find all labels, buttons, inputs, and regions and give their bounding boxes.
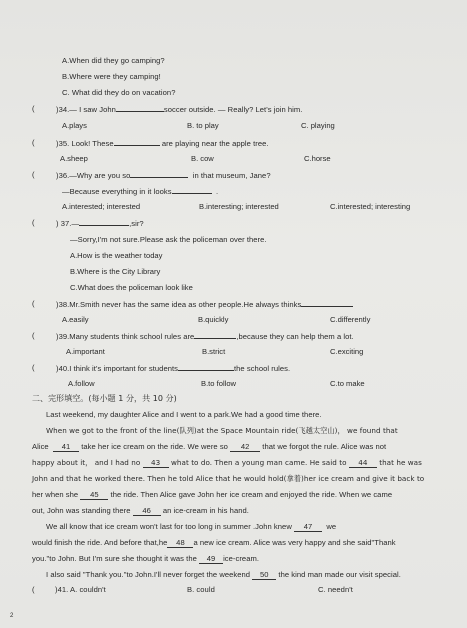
q37-option-a: A.How is the weather today xyxy=(70,251,163,260)
blank-49[interactable]: 49 xyxy=(199,554,223,564)
q38-blank[interactable] xyxy=(301,299,353,307)
q39-option-a: A.important xyxy=(66,347,105,356)
blank-50[interactable]: 50 xyxy=(252,570,276,580)
q36-blank-1[interactable] xyxy=(130,170,188,178)
q33-option-a: A.When did they go camping? xyxy=(62,56,165,65)
passage-p2-line2: Alice 41 take her ice cream on the ride. We were so 42 that we forgot the rule. Alice was not xyxy=(32,442,387,451)
q38-option-a: A.easily xyxy=(62,315,89,324)
q36-blank-2[interactable] xyxy=(172,186,212,194)
q41-answer-paren[interactable]: ( xyxy=(32,585,35,594)
passage-p2-line3: happy about it， and I had no 43 what to do. Then a young man came. He said to 44 that he was xyxy=(32,458,422,467)
q37-option-b: B.Where is the City Library xyxy=(70,267,161,276)
blank-45[interactable]: 45 xyxy=(80,490,108,500)
q41-option-c: C. needn't xyxy=(318,585,353,594)
passage-p3-line1: We all know that ice cream won't last for too long in summer .John knew 47 we xyxy=(46,522,337,531)
q38-option-b: B.quickly xyxy=(198,315,229,324)
q37-stem: ) 37.— ,sir? xyxy=(56,219,144,228)
q35-option-b: B. cow xyxy=(191,154,214,163)
blank-41[interactable]: 41 xyxy=(53,442,79,452)
q40-option-b: B.to follow xyxy=(201,379,237,388)
q34-answer-paren[interactable]: ( xyxy=(32,104,35,113)
q33-option-c: C. What did they do on vacation? xyxy=(62,88,176,97)
q40-stem: )40.I think it's important for students the school rules. xyxy=(56,364,291,373)
q37-reply: —Sorry,I'm not sure.Please ask the policeman over there. xyxy=(70,235,267,244)
passage-p3-line3: you."to John. But I'm sure she thought it was the 49 ice-cream. xyxy=(32,554,260,563)
q38-option-c: C.differently xyxy=(330,315,371,324)
passage-p2-line5: her when she 45 the ride. Then Alice gave John her ice cream and enjoyed the ride. When we came xyxy=(32,490,393,499)
q40-option-c: C.to make xyxy=(330,379,365,388)
q34-blank[interactable] xyxy=(116,104,164,112)
passage-p4: I also said "Thank you."to John.I'll never forget the weekend 50 the kind man made our visit special. xyxy=(46,570,401,579)
passage-p2-line6: out, John was standing there 46 an ice-cream in his hand. xyxy=(32,506,249,515)
q39-answer-paren[interactable]: ( xyxy=(32,331,35,340)
q34-option-b: B. to play xyxy=(187,121,219,130)
passage-p3-line2: would finish the ride. And before that,he 48 a new ice cream. Alice was very happy and she said"Thank xyxy=(32,538,396,547)
blank-46[interactable]: 46 xyxy=(133,506,161,516)
q40-blank[interactable] xyxy=(178,363,234,371)
q35-option-c: C.horse xyxy=(304,154,331,163)
q34-stem: )34.— I saw John soccer outside. — Really? Let's join him. xyxy=(56,105,303,114)
q39-option-c: C.exciting xyxy=(330,347,364,356)
blank-47[interactable]: 47 xyxy=(294,522,322,532)
blank-48[interactable]: 48 xyxy=(167,538,193,548)
q39-option-b: B.strict xyxy=(202,347,226,356)
q41-option-b: B. could xyxy=(187,585,215,594)
q36-option-b: B.interesting; interested xyxy=(199,202,279,211)
blank-42[interactable]: 42 xyxy=(230,442,260,452)
q36-option-c: C.interested; interesting xyxy=(330,202,411,211)
q37-answer-paren[interactable]: ( xyxy=(32,218,35,227)
q34-option-c: C. playing xyxy=(301,121,335,130)
q34-option-a: A.plays xyxy=(62,121,87,130)
passage-p2-line4: John and that he worked there. Then he told Alice that he would hold(拿着)her ice cream and give it back to xyxy=(32,474,425,483)
passage-p2-line1: When we got to the front of the line(队列)at the Space Mountain ride(飞越太空山)， we found that xyxy=(46,426,398,435)
q38-answer-paren[interactable]: ( xyxy=(32,299,35,308)
section2-heading: 二、完形填空。(每小题 1 分，共 10 分) xyxy=(32,394,177,403)
q40-option-a: A.follow xyxy=(68,379,95,388)
passage-p1: Last weekend, my daughter Alice and I went to a park.We had a good time there. xyxy=(46,410,322,419)
q36-stem: )36.—Why are you so in that museum, Jane? xyxy=(56,171,271,180)
q35-option-a: A.sheep xyxy=(60,154,88,163)
page-number: 2 xyxy=(10,613,14,619)
q35-stem: )35. Look! These are playing near the apple tree. xyxy=(56,139,269,148)
q36-line2: —Because everything in it looks . xyxy=(62,187,219,196)
q35-answer-paren[interactable]: ( xyxy=(32,138,35,147)
q33-option-b: B.Where were they camping! xyxy=(62,72,161,81)
q40-answer-paren[interactable]: ( xyxy=(32,363,35,372)
q39-stem: )39.Many students think school rules are ,because they can help them a lot. xyxy=(56,332,354,341)
q36-option-a: A.interested; interested xyxy=(62,202,141,211)
q37-blank[interactable] xyxy=(79,218,129,226)
q39-blank[interactable] xyxy=(194,331,236,339)
q36-answer-paren[interactable]: ( xyxy=(32,170,35,179)
q38-stem: )38.Mr.Smith never has the same idea as other people.He always thinks xyxy=(56,299,353,309)
blank-44[interactable]: 44 xyxy=(349,458,377,468)
q35-blank[interactable] xyxy=(114,138,160,146)
q37-option-c: C.What does the policeman look like xyxy=(70,283,193,292)
q41-option-a: )41. A. couldn't xyxy=(55,585,106,594)
blank-43[interactable]: 43 xyxy=(143,458,169,468)
